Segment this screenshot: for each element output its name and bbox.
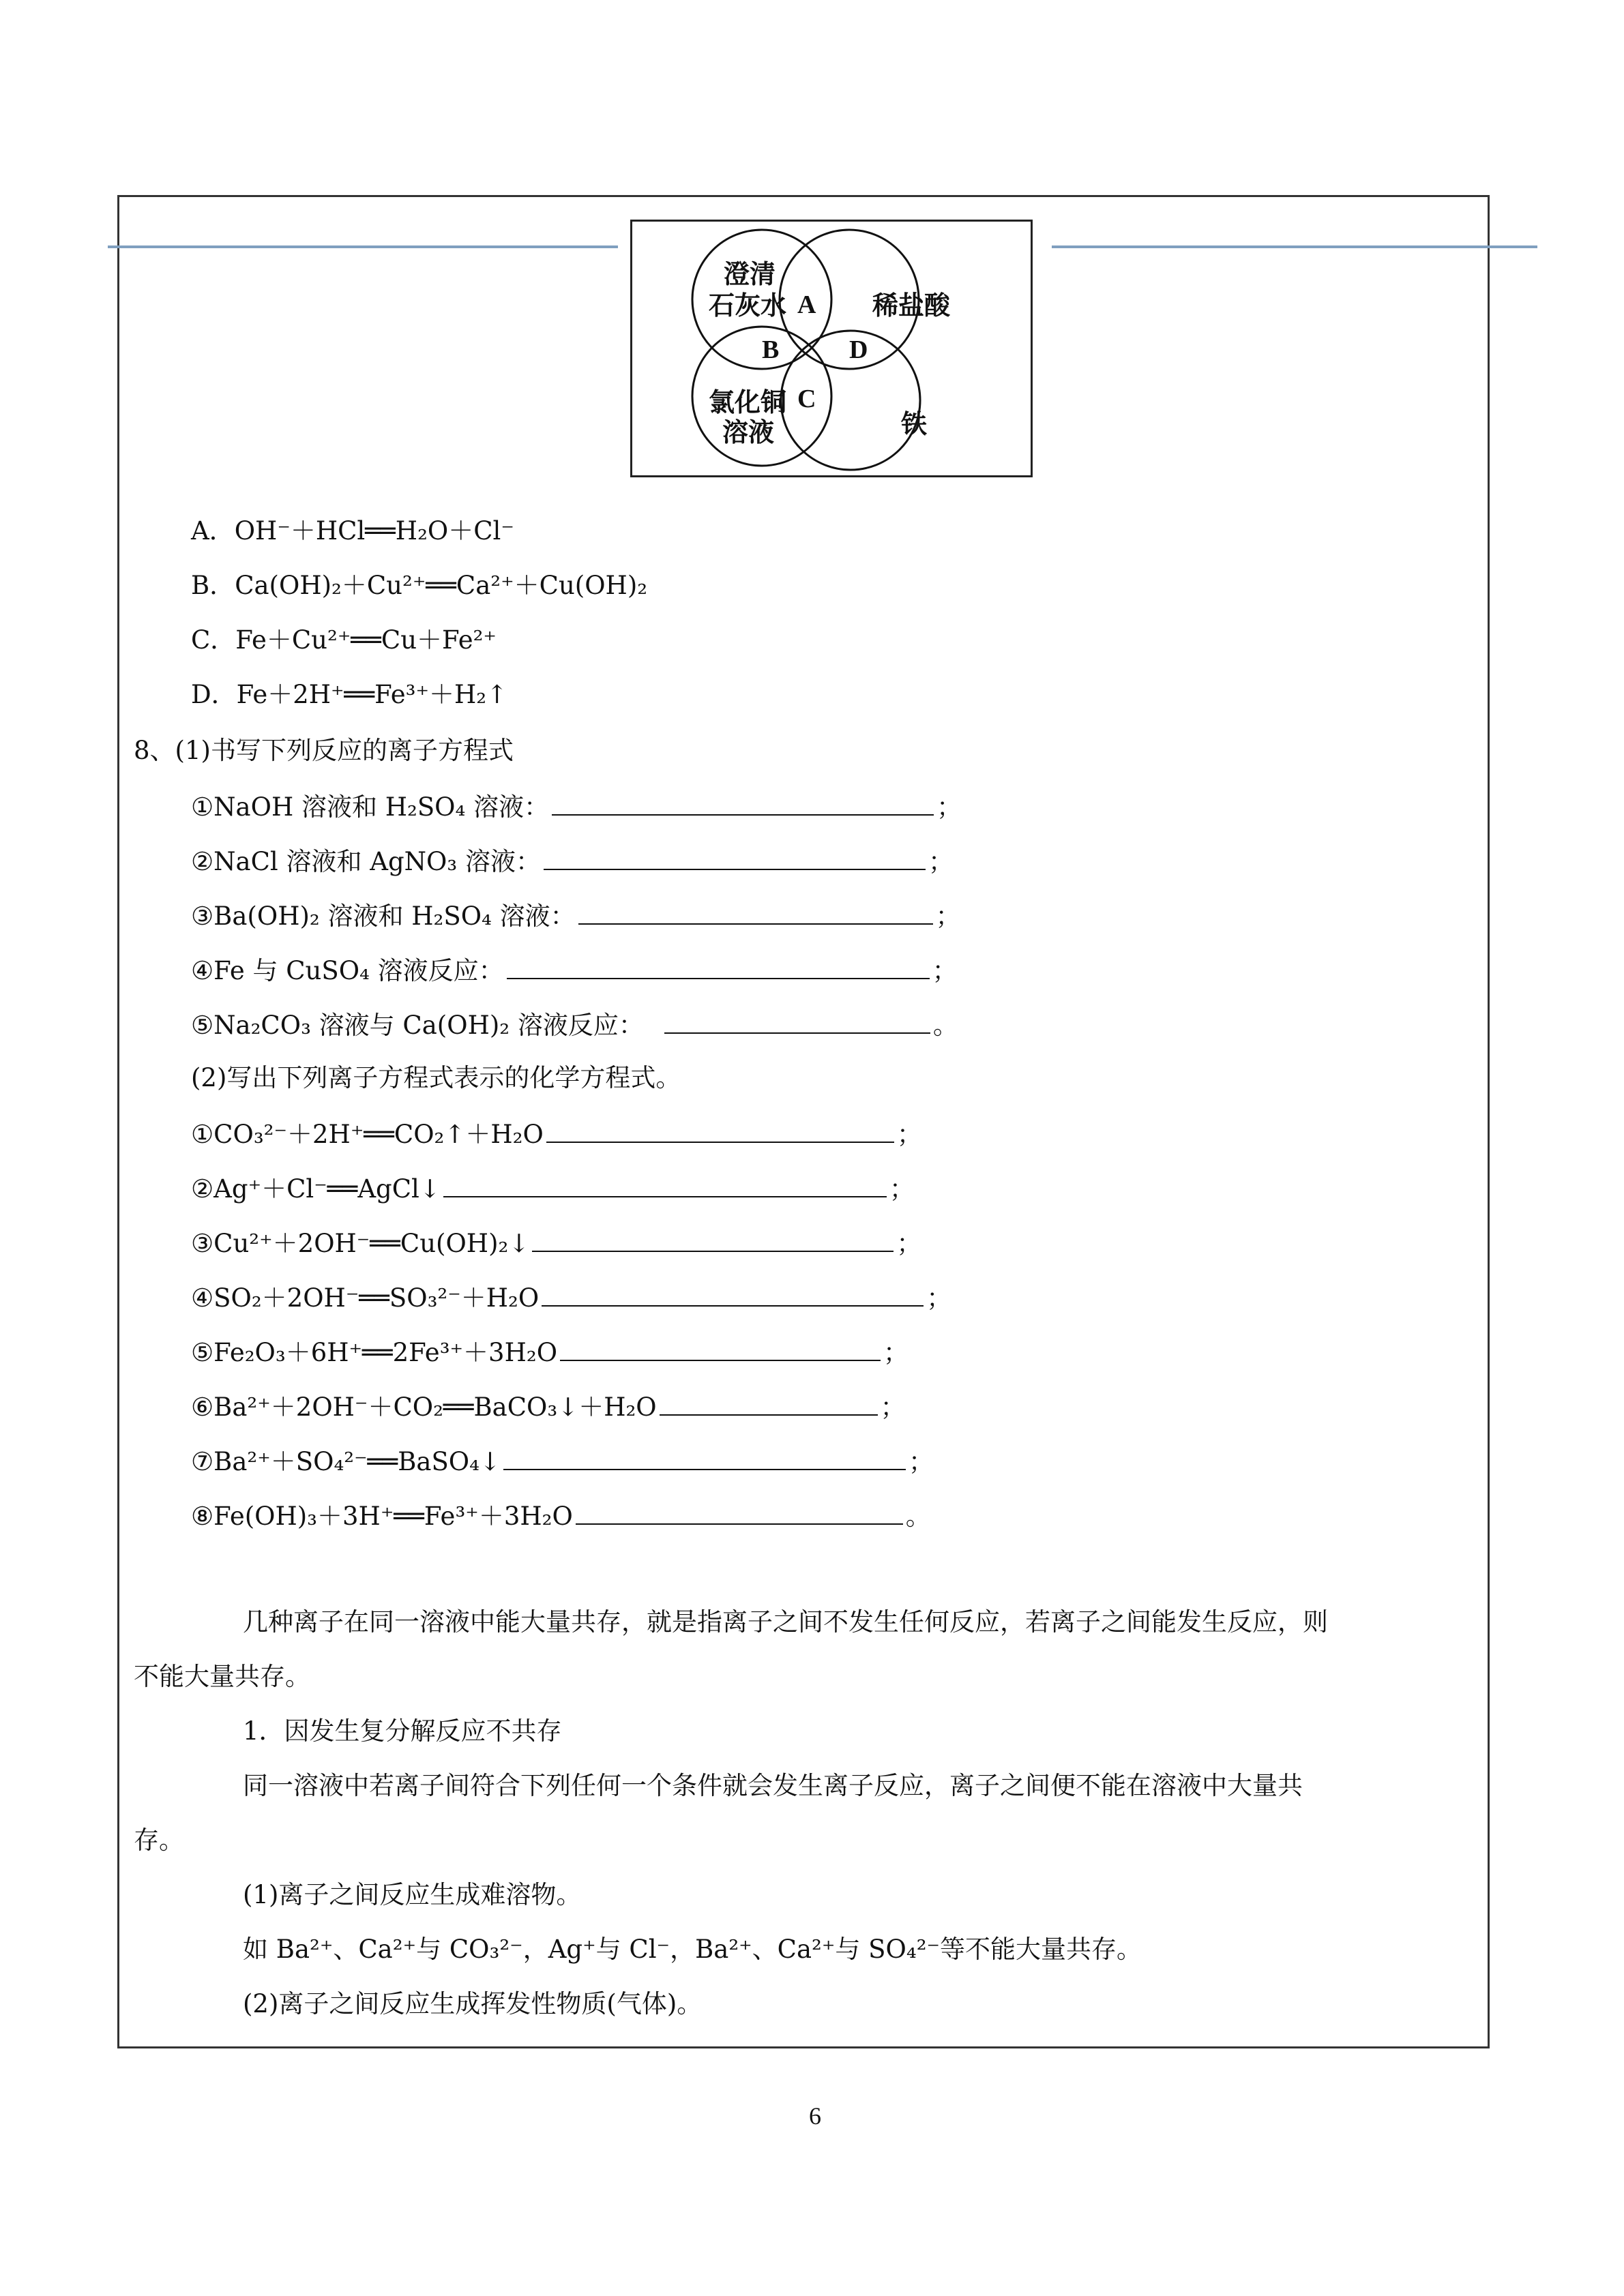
para-conditions-line1: 同一溶液中若离子间符合下列任何一个条件就会发生离子反应，离子之间便不能在溶液中大量共: [243, 1771, 1303, 1800]
q8-part2-item-suffix: ；: [896, 1229, 922, 1258]
q8-part1-item-suffix: ；: [935, 901, 961, 931]
venn-set-iron: 铁: [901, 409, 928, 439]
option-a: A．OH⁻＋HCl══H₂O＋Cl⁻: [191, 516, 514, 546]
q8-part1-item-suffix: ；: [936, 792, 962, 822]
q8-part2-item-text: ⑧Fe(OH)₃＋3H⁺══Fe³⁺＋3H₂O: [191, 1502, 573, 1531]
venn-set-limewater-line2: 石灰水: [709, 290, 787, 320]
q8-part2-item: [191, 1279, 951, 1315]
q8-part1-item-suffix: 。: [932, 1011, 958, 1040]
q8-part2-item-suffix: ；: [889, 1174, 915, 1204]
q8-part2-item-suffix: 。: [905, 1502, 931, 1531]
q8-part2-item: [191, 1170, 915, 1206]
q8-part2-item: [191, 1443, 934, 1479]
page-number: 6: [809, 2102, 821, 2130]
item-precipitate: (1)离子之间反应生成难溶物。: [243, 1880, 582, 1909]
venn-region-d: D: [849, 336, 868, 364]
q8-part2-item-suffix: ；: [896, 1120, 922, 1149]
answer-blank[interactable]: [552, 788, 934, 816]
answer-blank[interactable]: [544, 843, 926, 870]
option-b: B．Ca(OH)₂＋Cu²⁺══Ca²⁺＋Cu(OH)₂: [191, 571, 648, 600]
q8-part1-item: [191, 897, 961, 934]
q8-part1-item-text: ③Ba(OH)₂ 溶液和 H₂SO₄ 溶液：: [191, 901, 576, 931]
header-rule-left: [108, 245, 618, 248]
q8-part2-item-suffix: ；: [883, 1338, 909, 1367]
q8-part1-item: [191, 788, 962, 824]
q8-part2-item-text: ⑦Ba²⁺＋SO₄²⁻══BaSO₄↓: [191, 1447, 501, 1476]
q8-part2-item-text: ④SO₂＋2OH⁻══SO₃²⁻＋H₂O: [191, 1283, 540, 1313]
q8-part2-item-suffix: ；: [926, 1283, 952, 1313]
answer-blank[interactable]: [503, 1443, 906, 1470]
answer-blank[interactable]: [664, 1007, 930, 1034]
answer-blank[interactable]: [660, 1388, 878, 1416]
q8-part1-item-suffix: ；: [932, 956, 958, 985]
answer-blank[interactable]: [576, 1497, 903, 1525]
venn-set-hcl: 稀盐酸: [872, 290, 951, 320]
venn-set-limewater-line1: 澄清: [724, 259, 776, 289]
answer-blank[interactable]: [560, 1334, 881, 1361]
q8-part2-item-text: ①CO₃²⁻＋2H⁺══CO₂↑＋H₂O: [191, 1120, 544, 1149]
q8-part2-item-text: ②Ag⁺＋Cl⁻══AgCl↓: [191, 1174, 441, 1204]
q8-part1-item: [191, 843, 954, 879]
venn-set-cucl2-line2: 溶液: [722, 417, 775, 447]
para-coexist-line1: 几种离子在同一溶液中能大量共存，就是指离子之间不发生任何反应，若离子之间能发生反应，则: [243, 1607, 1328, 1637]
answer-blank[interactable]: [507, 952, 930, 979]
venn-region-a: A: [797, 290, 816, 319]
q8-part1-item-text: ⑤Na₂CO₃ 溶液与 Ca(OH)₂ 溶液反应：: [191, 1011, 644, 1040]
q8-part2-item-text: ⑤Fe₂O₃＋6H⁺══2Fe³⁺＋3H₂O: [191, 1338, 558, 1367]
option-c: C．Fe＋Cu²⁺══Cu＋Fe²⁺: [191, 625, 497, 655]
q8-part1-item-text: ④Fe 与 CuSO₄ 溶液反应：: [191, 956, 504, 985]
header-rule-right: [1052, 245, 1537, 248]
answer-blank[interactable]: [532, 1225, 894, 1252]
answer-blank[interactable]: [542, 1279, 924, 1307]
q8-part2-item: [191, 1116, 922, 1152]
para-coexist-line2: 不能大量共存。: [134, 1662, 310, 1691]
venn-region-c: C: [797, 385, 816, 413]
q8-part2-item: [191, 1497, 931, 1534]
answer-blank[interactable]: [578, 897, 933, 925]
q8-part2-item-text: ⑥Ba²⁺＋2OH⁻＋CO₂══BaCO₃↓＋H₂O: [191, 1392, 657, 1422]
q8-part2-item: [191, 1388, 906, 1425]
q8-part2-item: [191, 1225, 921, 1261]
option-d: D．Fe＋2H⁺══Fe³⁺＋H₂↑: [191, 680, 508, 709]
answer-blank[interactable]: [443, 1170, 887, 1197]
venn-region-b: B: [762, 336, 780, 364]
answer-blank[interactable]: [546, 1116, 894, 1143]
q8-title: 8、(1)书写下列反应的离子方程式: [134, 736, 514, 765]
venn-diagram: [630, 220, 1033, 477]
q8-part2-item: [191, 1334, 909, 1370]
example-precipitate: 如 Ba²⁺、Ca²⁺与 CO₃²⁻，Ag⁺与 Cl⁻，Ba²⁺、Ca²⁺与 SO₄²⁻等不能大量共存。: [243, 1935, 1142, 1964]
q8-part2-item-suffix: ；: [880, 1392, 906, 1422]
q8-part2-title: (2)写出下列离子方程式表示的化学方程式。: [191, 1063, 681, 1092]
q8-part1-item-text: ②NaCl 溶液和 AgNO₃ 溶液：: [191, 847, 541, 876]
q8-part1-item: [191, 952, 958, 988]
q8-part1-item-suffix: ；: [928, 847, 954, 876]
q8-part2-item-suffix: ；: [908, 1447, 934, 1476]
q8-part2-item-text: ③Cu²⁺＋2OH⁻══Cu(OH)₂↓: [191, 1229, 530, 1258]
item-gas: (2)离子之间反应生成挥发性物质(气体)。: [243, 1989, 703, 2018]
para-conditions-line2: 存。: [134, 1825, 184, 1855]
q8-part1-item-text: ①NaOH 溶液和 H₂SO₄ 溶液：: [191, 792, 550, 822]
venn-set-cucl2-line1: 氯化铜: [709, 387, 787, 417]
heading-double-decomposition: 1．因发生复分解反应不共存: [243, 1716, 562, 1746]
q8-part1-item: [191, 1007, 958, 1043]
